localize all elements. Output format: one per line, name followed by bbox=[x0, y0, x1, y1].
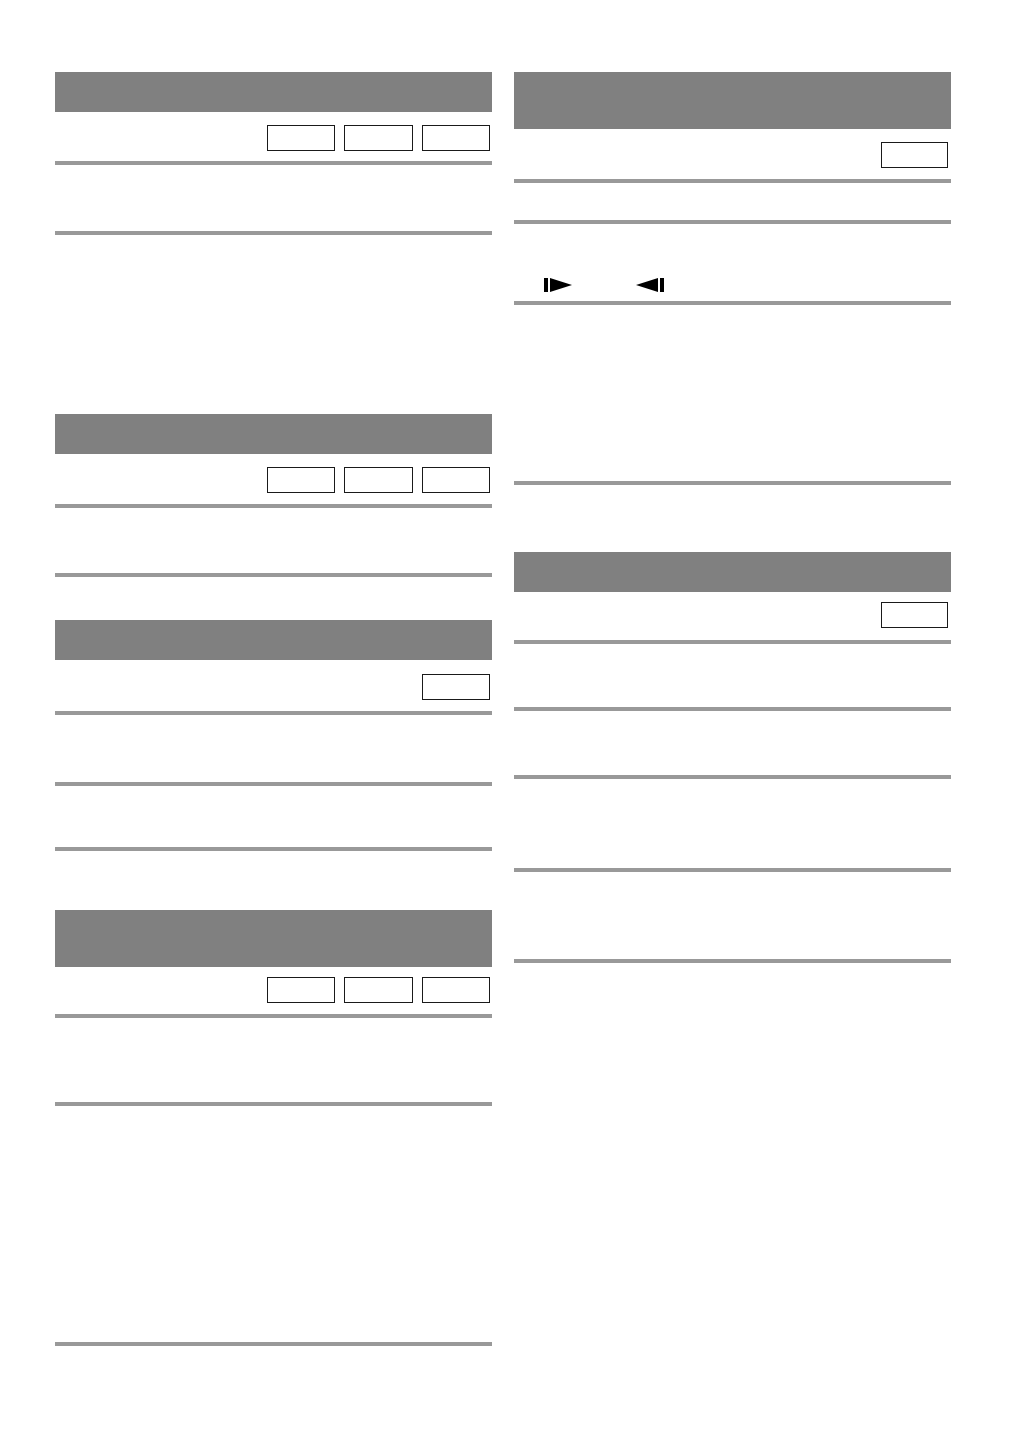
section-4-badge-3 bbox=[422, 977, 490, 1003]
section-2-badge-1 bbox=[267, 467, 335, 493]
section-6-divider-2 bbox=[514, 707, 951, 711]
section-1-badge-3 bbox=[422, 125, 490, 151]
section-3-divider-3 bbox=[55, 847, 492, 851]
section-6-divider-3 bbox=[514, 775, 951, 779]
section-4-header bbox=[55, 910, 492, 967]
section-1-divider-1 bbox=[55, 161, 492, 165]
section-3-divider-2 bbox=[55, 782, 492, 786]
section-4-badge-1 bbox=[267, 977, 335, 1003]
section-5-divider-2 bbox=[514, 220, 951, 224]
step-reverse-icon bbox=[634, 277, 664, 293]
section-4-divider-2 bbox=[55, 1102, 492, 1106]
section-4-divider-1 bbox=[55, 1014, 492, 1018]
section-5-divider-4 bbox=[514, 481, 951, 485]
section-1-badge-1 bbox=[267, 125, 335, 151]
section-2-badge-2 bbox=[344, 467, 413, 493]
section-2-divider-1 bbox=[55, 504, 492, 508]
section-4-divider-3 bbox=[55, 1342, 492, 1346]
section-3-divider-1 bbox=[55, 711, 492, 715]
section-6-header bbox=[514, 552, 951, 592]
section-2-divider-2 bbox=[55, 573, 492, 577]
section-5-header bbox=[514, 72, 951, 129]
section-1-divider-2 bbox=[55, 231, 492, 235]
section-6-badge-1 bbox=[881, 602, 948, 628]
section-1-header bbox=[55, 72, 492, 112]
section-6-divider-4 bbox=[514, 868, 951, 872]
section-5-badge-1 bbox=[881, 142, 948, 168]
section-5-divider-3 bbox=[514, 301, 951, 305]
section-1-badge-2 bbox=[344, 125, 413, 151]
section-3-header bbox=[55, 620, 492, 660]
section-4-badge-2 bbox=[344, 977, 413, 1003]
section-2-badge-3 bbox=[422, 467, 490, 493]
step-forward-icon bbox=[544, 277, 574, 293]
section-3-badge-1 bbox=[422, 674, 490, 700]
section-5-divider-1 bbox=[514, 179, 951, 183]
section-6-divider-1 bbox=[514, 640, 951, 644]
section-2-header bbox=[55, 414, 492, 454]
section-6-divider-5 bbox=[514, 959, 951, 963]
